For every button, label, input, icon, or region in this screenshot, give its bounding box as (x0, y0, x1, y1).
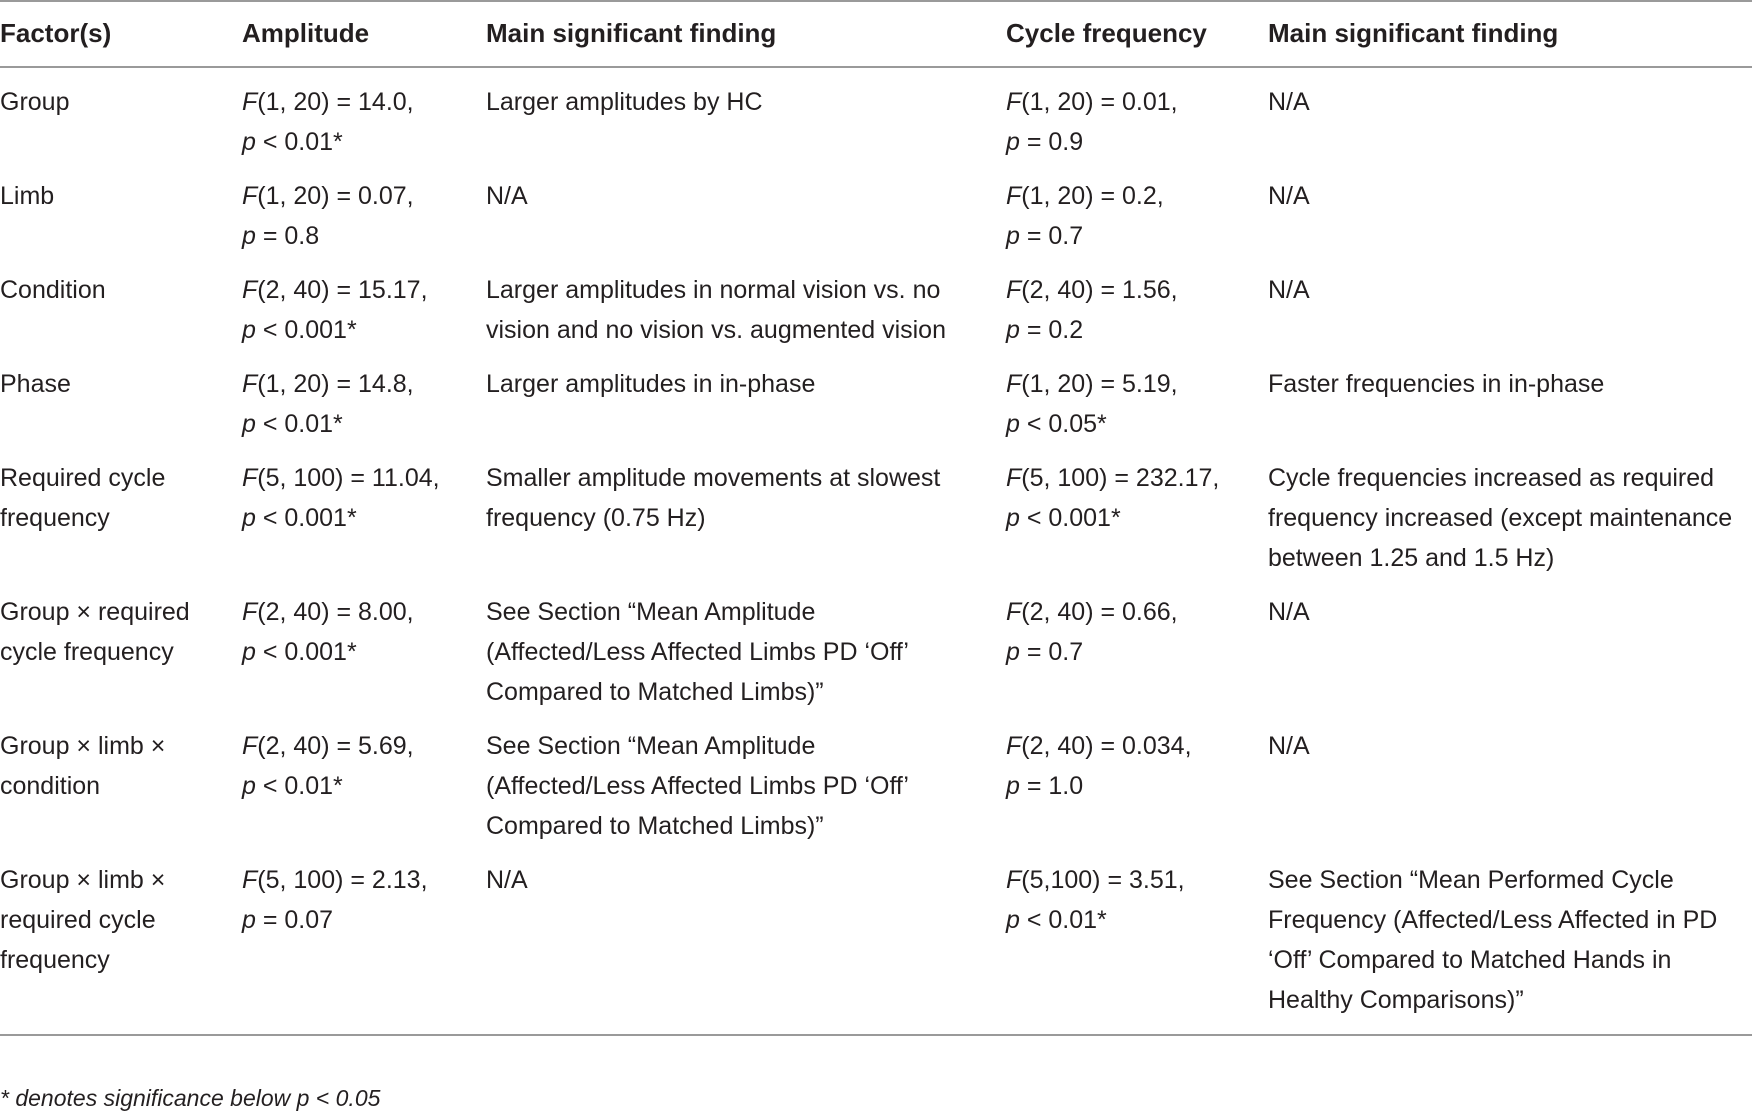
cycle-frequency-cell (1006, 846, 1268, 1035)
cell-line: Required cycle (0, 464, 166, 492)
amplitude-cell (242, 162, 486, 256)
header-row (0, 1, 1752, 67)
cell-line: p = 0.7 (1006, 222, 1084, 250)
cell-line: p = 0.07 (242, 906, 334, 934)
amplitude-finding-cell (486, 444, 1006, 578)
cell-line: p = 1.0 (1006, 772, 1084, 800)
cell-line: Smaller amplitude movements at slowest (486, 464, 941, 492)
cell-line: frequency (0, 504, 110, 532)
cell-line: p < 0.001* (242, 638, 357, 666)
cycle-finding-cell (1268, 67, 1752, 162)
amplitude-cell (242, 578, 486, 712)
cell-line: p < 0.001* (242, 504, 357, 532)
cycle-finding-cell (1268, 712, 1752, 846)
cell-line: (Affected/Less Affected Limbs PD ‘Off’ (486, 638, 909, 666)
cycle-frequency-cell (1006, 712, 1268, 846)
cell-line: Group × limb × (0, 732, 166, 760)
cell-line: See Section “Mean Amplitude (486, 732, 816, 760)
cell-line: See Section “Mean Amplitude (486, 598, 816, 626)
cycle-finding-cell (1268, 444, 1752, 578)
table-row (0, 67, 1752, 162)
cycle-finding-cell (1268, 350, 1752, 444)
amplitude-cell (242, 712, 486, 846)
factor-cell (0, 162, 242, 256)
cell-line: Group (0, 88, 70, 116)
cell-line: N/A (1268, 276, 1310, 304)
cell-line: F(1, 20) = 5.19, (1006, 370, 1178, 398)
factor-cell (0, 712, 242, 846)
cell-line: Condition (0, 276, 106, 304)
cell-line: Compared to Matched Limbs)” (486, 812, 824, 840)
cell-line: F(5,100) = 3.51, (1006, 866, 1185, 894)
cell-line: Cycle frequencies increased as required (1268, 464, 1715, 492)
cycle-frequency-cell (1006, 162, 1268, 256)
amplitude-cell (242, 350, 486, 444)
amplitude-cell (242, 846, 486, 1035)
amplitude-finding-cell (486, 67, 1006, 162)
cell-line: required cycle (0, 906, 156, 934)
cell-line: Healthy Comparisons)” (1268, 986, 1524, 1014)
cell-line: F(1, 20) = 14.8, (242, 370, 414, 398)
amplitude-finding-cell (486, 350, 1006, 444)
amplitude-finding-cell (486, 712, 1006, 846)
cell-line: p < 0.01* (1006, 906, 1107, 934)
cell-line: F(1, 20) = 0.2, (1006, 182, 1164, 210)
header-factors: Factor(s) (0, 17, 112, 48)
cell-line: frequency increased (except maintenance (1268, 504, 1733, 532)
amplitude-finding-cell (486, 162, 1006, 256)
table-row (0, 444, 1752, 578)
factor-cell (0, 444, 242, 578)
amplitude-cell (242, 67, 486, 162)
amplitude-finding-cell (486, 256, 1006, 350)
cycle-frequency-cell (1006, 350, 1268, 444)
cycle-finding-cell (1268, 578, 1752, 712)
cell-line: Phase (0, 370, 71, 398)
header-cycle-finding: Main significant finding (1268, 17, 1559, 48)
cell-line: F(2, 40) = 1.56, (1006, 276, 1178, 304)
amplitude-cell (242, 444, 486, 578)
cell-line: ‘Off’ Compared to Matched Hands in (1268, 946, 1672, 974)
amplitude-finding-cell (486, 578, 1006, 712)
cell-line: condition (0, 772, 101, 800)
cell-line: p = 0.9 (1006, 128, 1084, 156)
cell-line: F(2, 40) = 15.17, (242, 276, 428, 304)
amplitude-finding-cell (486, 846, 1006, 1035)
cell-line: p < 0.01* (242, 128, 343, 156)
cell-line: Group × required (0, 598, 190, 626)
cell-line: Larger amplitudes by HC (486, 88, 763, 116)
cell-line: p < 0.01* (242, 410, 343, 438)
cycle-frequency-cell (1006, 578, 1268, 712)
factor-cell (0, 578, 242, 712)
cell-line: F(1, 20) = 0.07, (242, 182, 414, 210)
cell-line: Limb (0, 182, 55, 210)
cell-line: Larger amplitudes in in-phase (486, 370, 816, 398)
cell-line: p = 0.8 (242, 222, 320, 250)
table-row (0, 162, 1752, 256)
cycle-frequency-cell (1006, 67, 1268, 162)
cell-line: p < 0.01* (242, 772, 343, 800)
cycle-frequency-cell (1006, 256, 1268, 350)
cell-line: p = 0.2 (1006, 316, 1084, 344)
cell-line: p < 0.001* (1006, 504, 1121, 532)
cell-line: cycle frequency (0, 638, 174, 666)
cell-line: between 1.25 and 1.5 Hz) (1268, 544, 1555, 572)
cycle-frequency-cell (1006, 444, 1268, 578)
cell-line: N/A (1268, 182, 1310, 210)
factor-cell (0, 846, 242, 1035)
table-footnote: * denotes significance below p < 0.05 (0, 1085, 381, 1111)
cell-line: Larger amplitudes in normal vision vs. no (486, 276, 941, 304)
table-row (0, 846, 1752, 1035)
cell-line: F(2, 40) = 8.00, (242, 598, 414, 626)
cell-line: Compared to Matched Limbs)” (486, 678, 824, 706)
cell-line: F(2, 40) = 5.69, (242, 732, 414, 760)
factor-cell (0, 256, 242, 350)
cell-line: N/A (1268, 598, 1310, 626)
cycle-finding-cell (1268, 162, 1752, 256)
cell-line: frequency (0, 946, 110, 974)
header-cycle-frequency: Cycle frequency (1006, 17, 1207, 48)
cell-line: Frequency (Affected/Less Affected in PD (1268, 906, 1718, 934)
cell-line: N/A (1268, 732, 1310, 760)
table-row (0, 578, 1752, 712)
cell-line: F(5, 100) = 232.17, (1006, 464, 1220, 492)
cycle-finding-cell (1268, 256, 1752, 350)
table-row (0, 350, 1752, 444)
amplitude-cell (242, 256, 486, 350)
cell-line: F(5, 100) = 2.13, (242, 866, 428, 894)
cell-line: p < 0.001* (242, 316, 357, 344)
table-body (0, 67, 1752, 1035)
cell-line: F(5, 100) = 11.04, (242, 464, 440, 492)
header-amplitude-finding: Main significant finding (486, 17, 777, 48)
cell-line: F(2, 40) = 0.66, (1006, 598, 1178, 626)
factor-cell (0, 350, 242, 444)
cell-line: p < 0.05* (1006, 410, 1107, 438)
cycle-finding-cell (1268, 846, 1752, 1035)
factor-cell (0, 67, 242, 162)
cell-line: Faster frequencies in in-phase (1268, 370, 1605, 398)
cell-line: See Section “Mean Performed Cycle (1268, 866, 1674, 894)
cell-line: F(2, 40) = 0.034, (1006, 732, 1192, 760)
cell-line: F(1, 20) = 0.01, (1006, 88, 1178, 116)
cell-line: p = 0.7 (1006, 638, 1084, 666)
table-row (0, 712, 1752, 846)
cell-line: Group × limb × (0, 866, 166, 894)
cell-line: N/A (486, 866, 528, 894)
table-row (0, 256, 1752, 350)
cell-line: F(1, 20) = 14.0, (242, 88, 414, 116)
cell-line: (Affected/Less Affected Limbs PD ‘Off’ (486, 772, 909, 800)
header-amplitude: Amplitude (242, 17, 370, 48)
cell-line: N/A (1268, 88, 1310, 116)
cell-line: frequency (0.75 Hz) (486, 504, 706, 532)
table-header (0, 1, 1752, 67)
cell-line: N/A (486, 182, 528, 210)
cell-line: vision and no vision vs. augmented vision (486, 316, 946, 344)
